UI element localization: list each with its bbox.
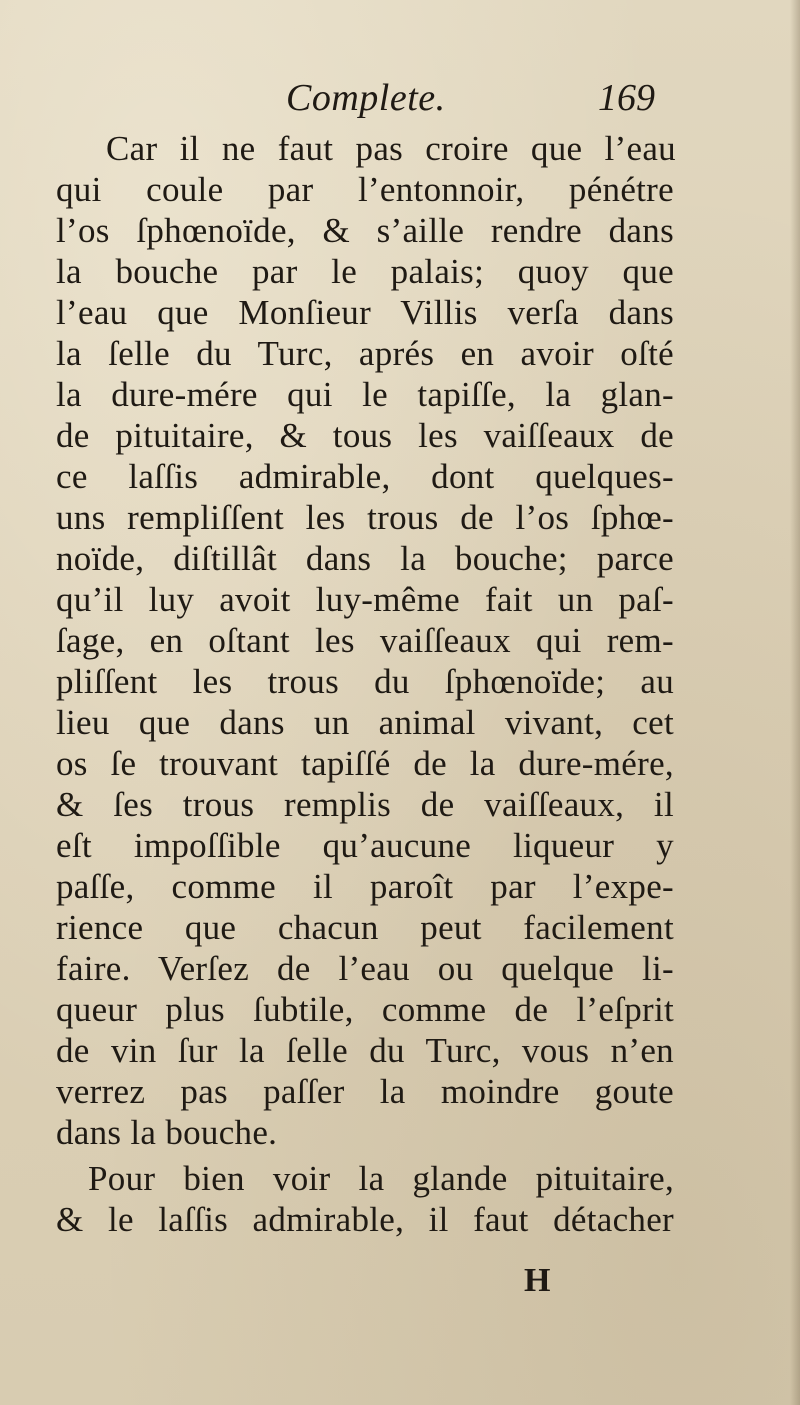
running-head: Complete. xyxy=(286,77,446,119)
page-number: 169 xyxy=(598,77,655,119)
text-line: noïde, diſtillât dans la bouche; parce xyxy=(56,539,674,578)
text-line: la ſelle du Turc, aprés en avoir oſté xyxy=(56,334,674,373)
text-line: faire. Verſez de l’eau ou quelque li- xyxy=(56,949,675,988)
text-line: qu’il luy avoit luy-même fait un paſ- xyxy=(56,580,674,619)
text-line: la bouche par le palais; quoy que xyxy=(56,252,674,291)
text-line: eſt impoſſible qu’aucune liqueur y xyxy=(56,826,674,865)
text-line: de vin ſur la ſelle du Turc, vous n’en xyxy=(56,1031,674,1070)
text-line: Pour bien voir la glande pituitaire, xyxy=(88,1159,675,1198)
text-line: verrez pas paſſer la moindre goute xyxy=(56,1072,674,1111)
text-line: & le laſſis admirable, il faut détacher xyxy=(56,1200,675,1239)
text-line: Car il ne faut pas croire que l’eau xyxy=(106,129,676,168)
text-line: qui coule par l’entonnoir, pénétre xyxy=(56,170,674,209)
text-line: lieu que dans un animal vivant, cet xyxy=(56,703,674,742)
text-line: os ſe trouvant tapiſſé de la dure-mére, xyxy=(56,744,674,783)
text-line: la dure-mére qui le tapiſſe, la glan- xyxy=(56,375,675,414)
text-line: pliſſent les trous du ſphœnoïde; au xyxy=(56,662,675,701)
signature-mark: H xyxy=(524,1262,551,1299)
text-line: rience que chacun peut facilement xyxy=(56,908,674,947)
text-line: uns rempliſſent les trous de l’os ſphœ- xyxy=(56,498,674,537)
text-line: ce laſſis admirable, dont quelques- xyxy=(56,457,674,496)
text-line: queur plus ſubtile, comme de l’eſprit xyxy=(56,990,675,1029)
text-line: & ſes trous remplis de vaiſſeaux, il xyxy=(56,785,674,824)
text-line: l’eau que Monſieur Villis verſa dans xyxy=(56,293,675,332)
text-line: l’os ſphœnoïde, & s’aille rendre dans xyxy=(56,211,674,250)
text-line: dans la bouche. xyxy=(56,1113,278,1152)
text-line: de pituitaire, & tous les vaiſſeaux de xyxy=(56,416,674,455)
text-line: paſſe, comme il paroît par l’expe- xyxy=(56,867,675,906)
text-line: ſage, en oſtant les vaiſſeaux qui rem- xyxy=(56,621,674,660)
